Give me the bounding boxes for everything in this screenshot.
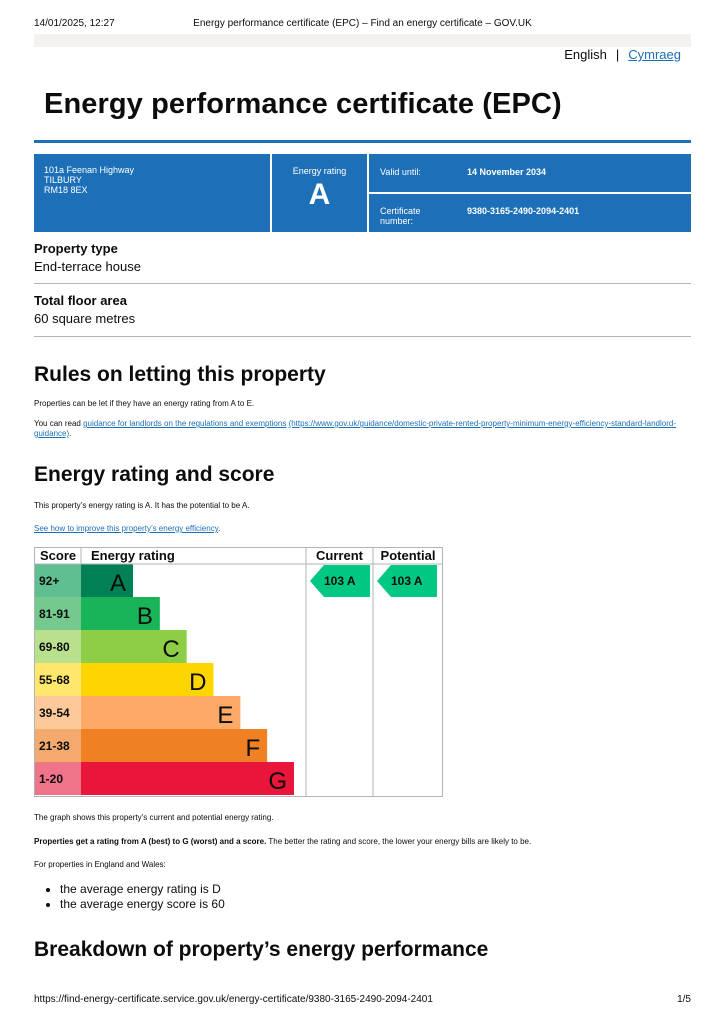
score-range-a: 92+ — [39, 574, 60, 588]
score-range-b: 81-91 — [39, 607, 70, 621]
certificate-number-label: Certificate number: — [380, 206, 421, 226]
graph-caption: The graph shows this property’s current and potential energy rating. — [34, 813, 274, 822]
rating-explanation — [34, 837, 684, 847]
score-range-f: 21-38 — [39, 739, 70, 753]
language-toggle — [564, 47, 681, 62]
guidance-suffix: . — [69, 429, 72, 438]
floor-area-row — [34, 293, 691, 337]
rating-explanation-rest: The better the rating and score, the lower your energy bills are likely to be. — [266, 837, 532, 846]
certificate-summary — [34, 154, 691, 232]
print-url: https://find-energy-certificate.service.gov.uk/energy-certificate/9380-3165-2490-2094-2401 — [34, 994, 433, 1005]
score-range-e: 39-54 — [39, 706, 70, 720]
guidance-link[interactable]: guidance for landlords on the regulations and exemptions — [83, 419, 287, 428]
rating-letter-f: F — [245, 735, 261, 762]
improve-suffix: . — [218, 524, 221, 533]
rating-letter-b: B — [136, 603, 153, 630]
letting-heading: Rules on letting this property — [34, 363, 326, 386]
rating-bar-g — [81, 762, 294, 795]
print-date: 14/01/2025, 12:27 — [34, 18, 115, 29]
improve-paragraph — [34, 524, 684, 534]
current-rating-label: 103 A — [324, 574, 356, 588]
certificate-number-value: 9380-3165-2490-2094-2401 — [467, 206, 580, 216]
rating-letter-e: E — [217, 702, 234, 729]
language-separator: | — [615, 47, 620, 62]
page-title: Energy performance certificate (EPC) — [44, 88, 562, 120]
language-english: English — [564, 47, 607, 62]
valid-until-box — [369, 154, 691, 192]
rating-bar-f — [81, 729, 267, 762]
score-range-d: 55-68 — [39, 673, 70, 687]
energy-rating-graph — [34, 547, 444, 798]
rating-explanation-bold: Properties get a rating from A (best) to G (worst) and a score. — [34, 837, 267, 846]
property-type-label: Property type — [34, 241, 118, 256]
rating-letter-g: G — [268, 768, 287, 795]
breakdown-heading: Breakdown of property’s energy performance — [34, 938, 489, 961]
rating-letter-c: C — [162, 636, 180, 663]
score-range-c: 69-80 — [39, 640, 70, 654]
average-score-item: • the average energy score is 60 — [60, 897, 225, 912]
chart-header-current: Current — [316, 548, 363, 563]
address-line-2: TILBURY — [44, 175, 82, 185]
guidance-prefix: You can read — [34, 419, 84, 428]
average-list — [60, 882, 225, 912]
chart-header-score: Score — [40, 548, 77, 563]
rating-letter-d: D — [189, 669, 207, 696]
print-page-number: 1/5 — [677, 994, 691, 1005]
valid-until-value: 14 November 2034 — [467, 167, 547, 177]
certificate-number-box — [369, 194, 691, 232]
energy-rating-text: This property’s energy rating is A. It has the potential to be A. — [34, 501, 250, 510]
header-band — [34, 34, 691, 47]
energy-rating-letter: A — [308, 178, 331, 211]
england-wales-text: For properties in England and Wales: — [34, 860, 166, 869]
energy-rating-chart — [34, 547, 444, 798]
average-rating-item: • the average energy rating is D — [60, 882, 225, 897]
letting-text: Properties can be let if they have an energy rating from A to E. — [34, 399, 255, 408]
score-range-g: 1-20 — [39, 772, 64, 786]
chart-header-potential: Potential — [380, 548, 436, 563]
energy-rating-box — [272, 154, 367, 232]
rating-letter-a: A — [109, 570, 126, 597]
title-divider — [34, 140, 691, 143]
address-line-3: RM18 8EX — [44, 185, 88, 195]
improve-link[interactable]: See how to improve this property’s energy efficiency — [34, 524, 219, 533]
guidance-url-link[interactable]: (https://www.gov.uk/guidance/domestic-private-rented-property-minimum-energy-efficiency-standard-landlord-guidance) — [34, 419, 676, 438]
energy-heading: Energy rating and score — [34, 463, 275, 486]
energy-rating-label: Energy rating — [292, 166, 347, 176]
potential-rating-label: 103 A — [391, 574, 423, 588]
floor-area-value: 60 square metres — [34, 311, 136, 326]
address-line-1: 101a Feenan Highway — [44, 165, 135, 175]
chart-header-rating: Energy rating — [91, 548, 175, 563]
valid-until-label: Valid until: — [380, 167, 421, 177]
print-title: Energy performance certificate (EPC) – Find an energy certificate – GOV.UK — [193, 18, 532, 29]
floor-area-label: Total floor area — [34, 293, 127, 308]
language-welsh-link[interactable]: Cymraeg — [628, 47, 681, 62]
letting-guidance — [34, 419, 684, 439]
print-header — [34, 18, 691, 32]
property-type-value: End-terrace house — [34, 259, 141, 274]
property-type-row — [34, 241, 691, 284]
property-address — [34, 154, 270, 232]
